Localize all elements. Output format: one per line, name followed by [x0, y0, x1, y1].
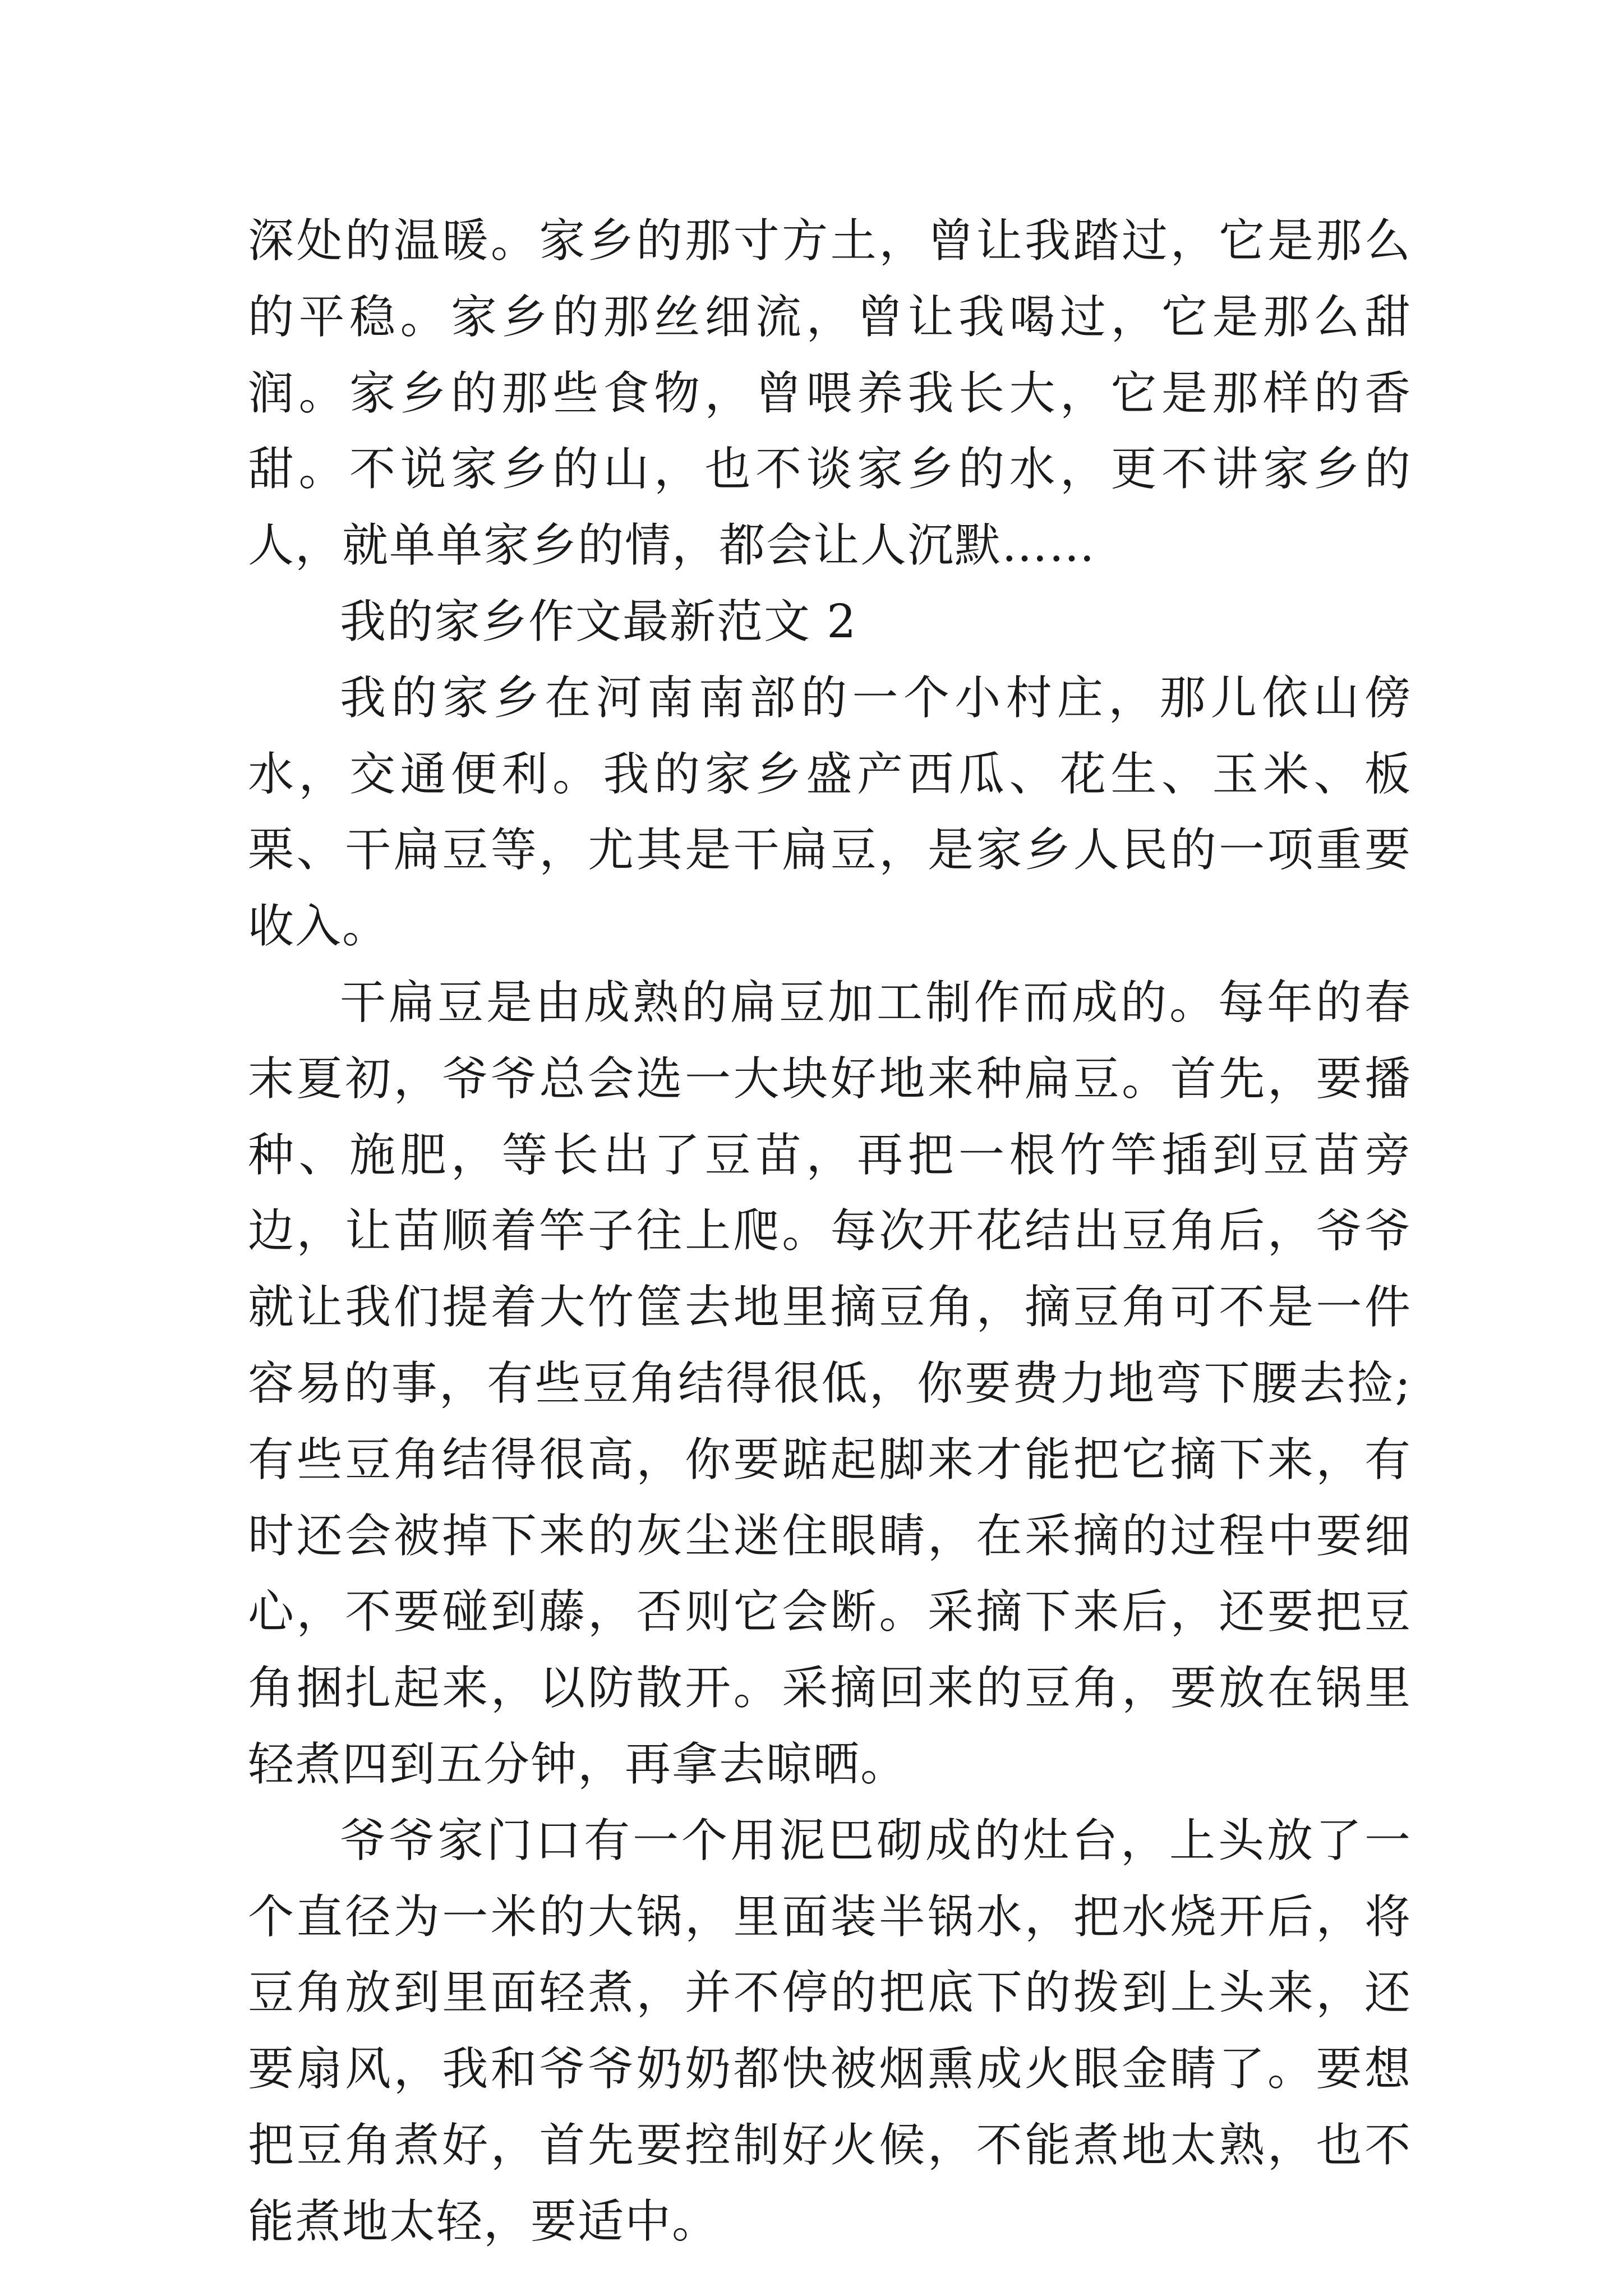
document-body: [248, 203, 1412, 2260]
hometown-location-paragraph: 我的家乡在河南南部的一个小村庄，那儿依山傍水，交通便利。我的家乡盛产西瓜、花生、玉米、板栗、干扁豆等，尤其是干扁豆，是家乡人民的一项重要收入。: [248, 671, 1412, 954]
cooking-stove-paragraph: 爷爷家门口有一个用泥巴砌成的灶台，上头放了一个直径为一米的大锅，里面装半锅水，把水烧开后，将豆角放到里面轻煮，并不停的把底下的拨到上头来，还要扇风，我和爷爷奶奶都快被烟熏成火眼金睛了。要想把豆角煮好，首先要控制好火候，不能煮地太熟，也不能煮地太轻，要适中。: [248, 1814, 1412, 2248]
section-heading: 我的家乡作文最新范文 2: [340, 595, 857, 648]
bean-making-paragraph: 干扁豆是由成熟的扁豆加工制作而成的。每年的春末夏初，爷爷总会选一大块好地来种扁豆。首先，要播种、施肥，等长出了豆苗，再把一根竹竿插到豆苗旁边，让苗顺着竿子往上爬。每次开花结出豆角后，爷爷就让我们提着大竹筐去地里摘豆角，摘豆角可不是一件容易的事，有些豆角结得很低，你要费力地弯下腰去捡;有些豆角结得很高，你要踮起脚来才能把它摘下来，有时还会被掉下来的灰尘迷住眼睛，在采摘的过程中要细心，不要碰到藤，否则它会断。采摘下来后，还要把豆角捆扎起来，以防散开。采摘回来的豆角，要放在锅里轻煮四到五分钟，再拿去晾晒。: [248, 976, 1412, 1791]
intro-continuation-paragraph: 深处的温暖。家乡的那寸方土，曾让我踏过，它是那么的平稳。家乡的那丝细流，曾让我喝过，它是那么甜润。家乡的那些食物，曾喂养我长大，它是那样的香甜。不说家乡的山，也不谈家乡的水，更不讲家乡的人，就单单家乡的情，都会让人沉默……: [248, 214, 1412, 573]
